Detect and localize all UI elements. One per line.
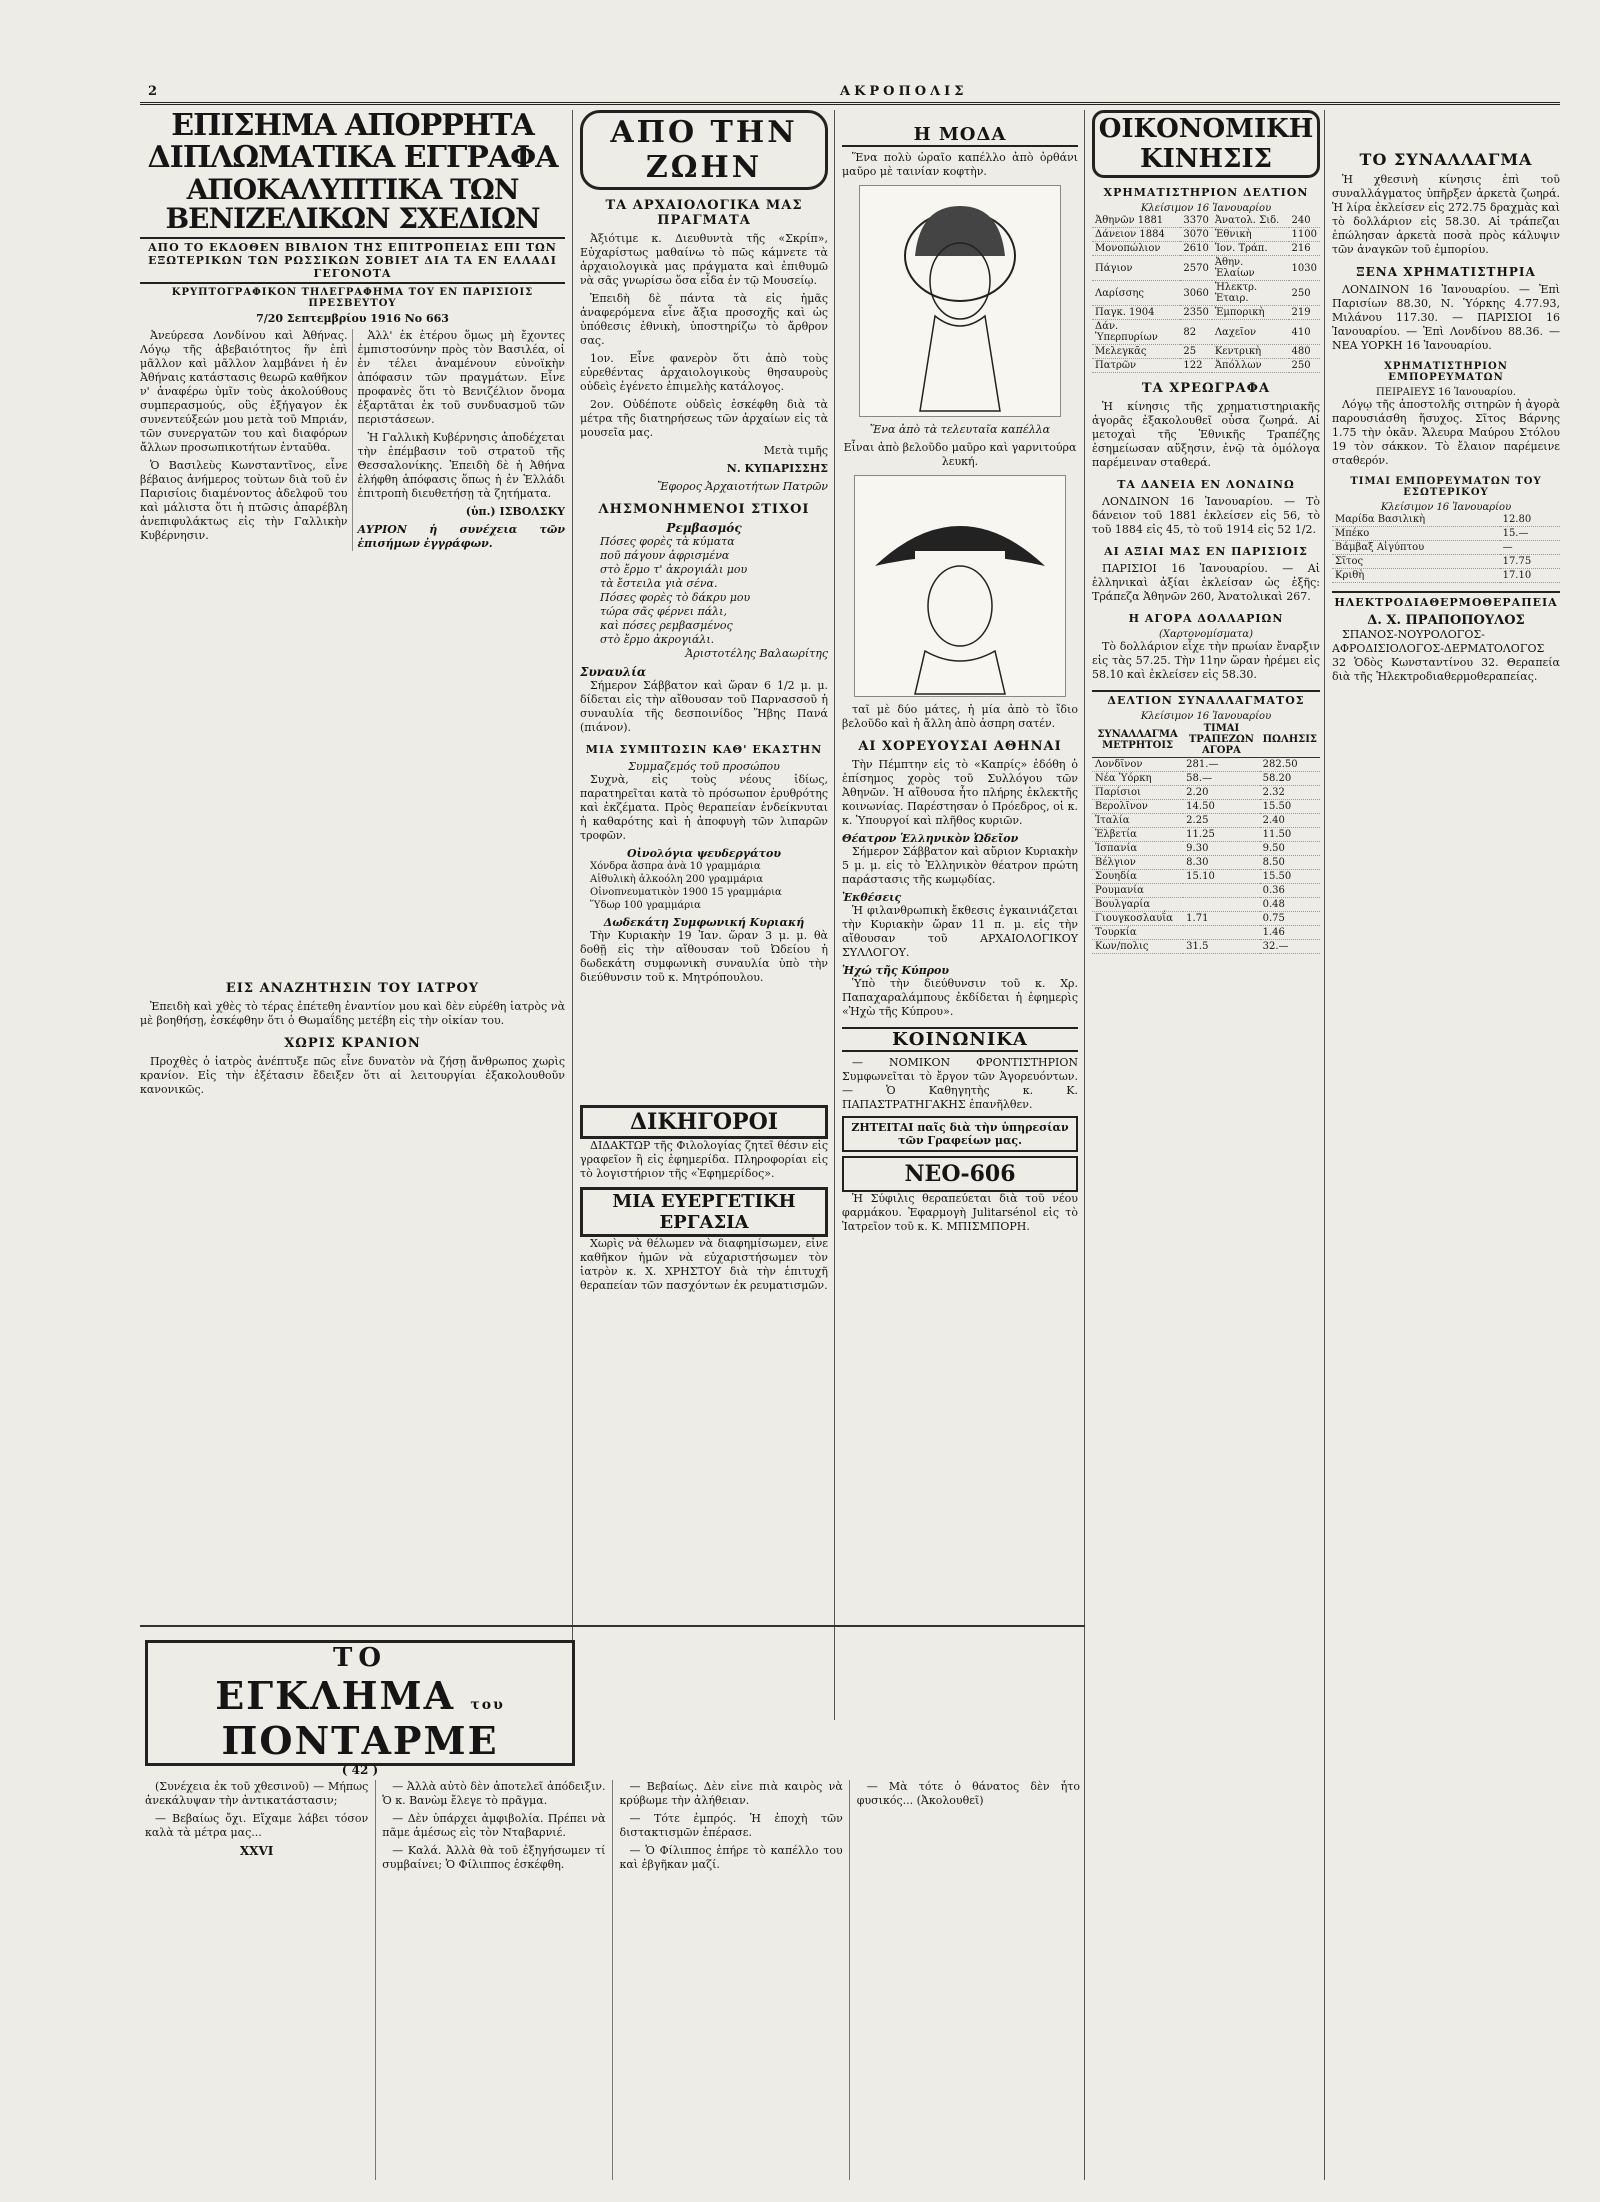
fx-row-cell: Ρουμανία [1092, 884, 1183, 898]
price-row-cell: — [1500, 541, 1560, 555]
price-row-cell: Μπέκο [1332, 527, 1500, 541]
article-paragraph: Ἡ Γαλλικὴ Κυβέρνησις ἀποδέχεται τὴν ἐπέμβασιν τοῦ στρατοῦ τῆς Θεσσαλονίκης. Ἐπειδὴ δὲ ἡ Ἀθήνα ἐλήφθη ἀπόφασις ὅπως ἡ ἐν Ἑλλάδι ἐπιτροπὴ διευθετήσῃ τὰ ζητήματα. [357, 430, 565, 500]
bond-row-cell: Ἰον. Τράπ. [1212, 242, 1289, 256]
column-rule [1324, 110, 1325, 2180]
fx-row [1092, 772, 1320, 786]
fx-row-cell: Ἰσπανία [1092, 842, 1183, 856]
fx-row-cell: Ἰταλία [1092, 814, 1183, 828]
masthead: ΑΚΡΟΠΟΛΙΣ [840, 84, 968, 99]
bond-row-cell: Παγκ. 1904 [1092, 306, 1180, 320]
bond-row-cell: 480 [1289, 345, 1320, 359]
article-continued: ΑΥΡΙΟΝ ἡ συνέχεια τῶν ἐπισήμων ἐγγράφων. [357, 522, 565, 550]
serial-paragraph: — Βεβαίως ὄχι. Εἴχαμε λάβει τόσον καλὰ τὰ μέτρα μας... [145, 1812, 369, 1839]
serial-text [145, 1780, 1080, 2180]
bond-row-cell: Μονοπώλιον [1092, 242, 1180, 256]
fx-row-cell [1183, 898, 1259, 912]
signoff-name: Ν. ΚΥΠΑΡΙΣΣΗΣ [726, 462, 828, 475]
health-subtitle: Συμμαζεμός τοῦ προσώπου [628, 760, 780, 773]
fx-row-cell: 11.50 [1260, 828, 1320, 842]
serial-title-connector: του [470, 1697, 505, 1713]
signoff-label: Μετὰ τιμῆς [763, 444, 828, 457]
charity-ad-text: Χωρὶς νὰ θέλωμεν νὰ διαφημίσωμεν, εἶνε καθῆκον ἡμῶν νὰ εὐχαριστήσωμεν τὸν ἰατρὸν κ. Χ. ΧΡΗΣΤΟΥ διὰ τὴν ἐπιτυχῆ θεραπείαν τῶν πασχόντων ἐκ ρευματισμῶν. [580, 1237, 828, 1292]
poem-body [580, 535, 828, 647]
bond-row-cell: Ἐμπορικὴ [1212, 306, 1289, 320]
fx-row-cell [1183, 926, 1259, 940]
section-rule [140, 1625, 1085, 1627]
fx-row [1092, 842, 1320, 856]
fx-row [1092, 870, 1320, 884]
article-paragraph: Ἀνεύρεσα Λονδίνου καὶ Ἀθήνας. Λόγῳ τῆς ἀβεβαιότητος ἥν ἐπὶ μᾶλλον καὶ μᾶλλον λαμβάνει ἡ ἐν Ἀθήναις κατάστασις θεωρῶ καθῆκον ν' ἀναφέρω ὑμῖν τοὺς ἀκολούθους συμπερασμούς, οὓς ἐξήγαγον ἐκ συνεντεύξεών μου μετὰ τοῦ Μπριάν, τῶν συνεργατῶν του καὶ διαφόρων ἄλλων προσωπικοτήτων ἐνταῦθα. [140, 328, 348, 454]
clinic-text: ΣΠΑΝΟΣ-ΝΟΥΡΟΛΟΓΟΣ-ΑΦΡΟΔΙΣΙΟΛΟΓΟΣ-ΔΕΡΜΑΤΟΛΟΓΟΣ 32 Ὁδὸς Κωνσταντίνου 32. Θεραπεία διὰ τῆς Ἠλεκτροδιαθερμοθεραπείας. [1332, 628, 1560, 683]
fx-table [1092, 722, 1320, 954]
prices-date: Κλείσιμον 16 Ἰανουαρίου [1380, 502, 1512, 513]
price-row-cell: Σῖτος [1332, 555, 1500, 569]
bond-row-cell: 410 [1289, 320, 1320, 345]
bond-row-cell: Μελεγκᾶς [1092, 345, 1180, 359]
bond-row-cell: 122 [1180, 359, 1211, 373]
bond-row-cell: 250 [1289, 281, 1320, 306]
fx-row-cell: 0.48 [1260, 898, 1320, 912]
dateline: ΚΡΥΠΤΟΓΡΑΦΙΚΟΝ ΤΗΛΕΓΡΑΦΗΜΑ ΤΟΥ ΕΝ ΠΑΡΙΣΙΟΙΣ ΠΡΕΣΒΕΥΤΟΥ [171, 286, 534, 309]
fx-row-cell: Βουλγαρία [1092, 898, 1183, 912]
poem-author: Ἀριστοτέλης Βαλαωρίτης [685, 647, 828, 660]
dollar-title: Η ΑΓΟΡΑ ΔΟΛΛΑΡΙΩΝ [1128, 612, 1284, 625]
bonds-table [1092, 214, 1320, 373]
serial-paragraph: (Συνέχεια ἐκ τοῦ χθεσινοῦ) — Μήπως ἀνεκάλυψαν τὴν ἀντικατάστασιν; [145, 1780, 369, 1807]
fx-row [1092, 758, 1320, 772]
price-row [1332, 541, 1560, 555]
fx-row-cell: 9.30 [1183, 842, 1259, 856]
signoff-role: Ἔφορος Ἀρχαιοτήτων Πατρῶν [657, 480, 828, 493]
social-title: ΚΟΙΝΩΝΙΚΑ [842, 1027, 1078, 1052]
serial-paragraph: — Μὰ τότε ὁ θάνατος δὲν ἦτο φυσικός... (Ἀκολουθεῖ) [856, 1780, 1080, 1807]
bond-row-cell: 2350 [1180, 306, 1211, 320]
fx-row-cell: 58.20 [1260, 772, 1320, 786]
fashion-title: Η ΜΟΔΑ [842, 124, 1078, 147]
bonds-title: ΧΡΗΜΑΤΙΣΤΗΡΙΟΝ ΔΕΛΤΙΟΝ [1103, 186, 1309, 199]
serial-title-top: ΤΟ [333, 1643, 387, 1673]
lawyers-ad-text: ΔΙΔΑΚΤΩΡ τῆς Φιλολογίας ζητεῖ θέσιν εἰς γραφεῖον ἢ εἰς ἐφημερίδα. Πληροφορίαι εἰς τὸ λογιστήριον τῆς «Ἐφημερίδος». [580, 1139, 828, 1180]
theater-title: Θέατρον Ἑλληνικὸν Ὠδεῖον [842, 832, 1019, 845]
fx-row [1092, 940, 1320, 954]
paris-text: ΠΑΡΙΣΙΟΙ 16 Ἰανουαρίου. — Αἱ ἑλληνικαὶ ἀξίαι ἐκλείσαν ὡς ἑξῆς: Τράπεζα Ἀθηνῶν 260, Ἀνατολικαὶ 267. [1092, 562, 1320, 603]
bond-row-cell: 3060 [1180, 281, 1211, 306]
bond-row [1092, 306, 1320, 320]
poem-line: τώρα σᾶς φέρνει πάλι, [600, 605, 727, 618]
fx-row-cell: 281.— [1183, 758, 1259, 772]
fx-row-cell: 15.50 [1260, 870, 1320, 884]
column-rule [834, 110, 835, 1720]
bond-row [1092, 242, 1320, 256]
poem-title: Ρεμβασμός [666, 521, 742, 535]
fx-row [1092, 814, 1320, 828]
fx-row-cell: Λονδῖνον [1092, 758, 1183, 772]
fx-row-cell: 14.50 [1183, 800, 1259, 814]
column-rule [572, 110, 573, 1720]
bond-row-cell: 219 [1289, 306, 1320, 320]
bond-row [1092, 345, 1320, 359]
serial-title-word: ΕΓΚΛΗΜΑ [215, 1673, 456, 1718]
bond-row-cell: 3070 [1180, 228, 1211, 242]
theater-text: Σήμερον Σάββατον καὶ αὔριον Κυριακὴν 5 μ. μ. εἰς τὸ Ἑλληνικὸν θέατρον πρώτη παράστασις τῆς κωμῳδίας. [842, 845, 1078, 886]
archaeology-paragraph: 1ον. Εἶνε φανερὸν ὅτι ἀπὸ τοὺς εὑρεθέντας ἀρχαιολογικοὺς θησαυροὺς οὐδεὶς ἐγένετο ἐπιμελὴς κατάλογος. [580, 352, 828, 393]
bond-row [1092, 359, 1320, 373]
serial-paragraph: — Ἀλλὰ αὐτὸ δὲν ἀποτελεῖ ἀπόδειξιν. Ὁ κ. Βανὼμ ἔλεγε τὸ πρᾶγμα. [382, 1780, 606, 1807]
serial-paragraph: — Καλά. Ἀλλὰ θὰ τοῦ ἐξηγήσωμεν τί συμβαίνει; Ὁ Φίλιππος ἐσκέφθη. [382, 1844, 606, 1871]
fx-row-cell: 2.32 [1260, 786, 1320, 800]
price-row-cell: Βάμβαξ Αἰγύπτου [1332, 541, 1500, 555]
bond-row-cell: 3370 [1180, 214, 1211, 228]
wanted-ad: ΖΗΤΕΙΤΑΙ παῖς διὰ τὴν ὑπηρεσίαν τῶν Γραφείων μας. [842, 1116, 1078, 1152]
fx-row-cell: 2.40 [1260, 814, 1320, 828]
price-row [1332, 569, 1560, 583]
loans-title: ΤΑ ΔΑΝΕΙΑ ΕΝ ΛΟΝΔΙΝΩ [1117, 478, 1295, 491]
bond-row-cell: 1030 [1289, 256, 1320, 281]
concert-text: Σήμερον Σάββατον καὶ ὥραν 6 1/2 μ. μ. δίδεται εἰς τὴν αἴθουσαν τοῦ Παρνασσοῦ ἡ συναυλία τῆς δεσποινίδος Ἥβης Πανά (πιάνον). [580, 679, 828, 734]
recipe-line: Χόνδρα ἄσπρα ἀνὰ 10 γραμμάρια [590, 861, 761, 872]
fx-row-cell: 2.20 [1183, 786, 1259, 800]
fx-row-cell: Βερολῖνον [1092, 800, 1183, 814]
archaeology-paragraph: Ἀξιότιμε κ. Διευθυντὰ τῆς «Σκρίπ», Εὐχαρίστως μαθαίνω τὸ πῶς κάμνετε τὰ ἀρχαιολογικὰ μας πράγματα καὶ ἐπιθυμῶ νὰ σᾶς γνωρίσω ὅσα εἶδα ἐν τῷ Μουσείῳ. [580, 232, 828, 287]
fx-row-cell: 1.71 [1183, 912, 1259, 926]
fx-row-cell: 8.50 [1260, 856, 1320, 870]
bond-row-cell: 1100 [1289, 228, 1320, 242]
clinic-doctor: Δ. Χ. ΠΡΑΠΟΠΟΥΛΟΣ [1367, 613, 1525, 628]
serial-title-word-2: ΠΟΝΤΑΡΜΕ [221, 1718, 499, 1763]
fx-row-cell: Βέλγιον [1092, 856, 1183, 870]
fx-header: ΤΙΜΑΙ ΤΡΑΠΕΖΩΝ ΑΓΟΡΑ [1183, 722, 1259, 758]
serial-banner [145, 1640, 575, 1777]
fx-row [1092, 898, 1320, 912]
fx-row-cell: 2.25 [1183, 814, 1259, 828]
fx-row-cell: 32.— [1260, 940, 1320, 954]
fx-row-cell: 0.75 [1260, 912, 1320, 926]
commodities-title: ΧΡΗΜΑΤΙΣΤΗΡΙΟΝ ΕΜΠΟΡΕΥΜΑΤΩΝ [1384, 361, 1508, 383]
bond-row-cell: Κεντρικὴ [1212, 345, 1289, 359]
poem-line: στὸ ἔρμο ἀκρογιάλι. [600, 633, 715, 646]
bond-row-cell: Ἀθην. Ἐλαίων [1212, 256, 1289, 281]
neo606-title: ΝΕΟ-606 [842, 1156, 1078, 1192]
bond-row-cell: Πατρῶν [1092, 359, 1180, 373]
fx-row-cell: 282.50 [1260, 758, 1320, 772]
archaeology-paragraph: Ἐπειδὴ δὲ πάντα τὰ εἰς ἡμᾶς ἀναφερόμενα εἶνε ἄξια προσοχῆς καὶ ὡς ὑπόθεσις ἐθνικὴ, ὑποστηρίζω τὸ ἄρθρον σας. [580, 292, 828, 347]
fx-row-cell: Ἑλβετία [1092, 828, 1183, 842]
doctor-text-2: Προχθὲς ὁ ἰατρὸς ἀνέπτυξε πῶς εἶνε δυνατὸν νὰ ζήσῃ ἄνθρωπος χωρὶς κρανίον. Εἰς τὴν ἐξέτασιν ἔδειξεν ὅτι αἱ λειτουργίαι ἐξακολουθοῦν κανονικῶς. [140, 1054, 565, 1096]
serial-paragraph: — Δὲν ὑπάρχει ἀμφιβολία. Πρέπει νὰ πᾶμε ἀμέσως εἰς τὸν Νταβαρνιέ. [382, 1812, 606, 1839]
headline-primary: ΕΠΙΣΗΜΑ ΑΠΟΡΡΗΤΑ ΔΙΠΛΩΜΑΤΙΚΑ ΕΓΓΡΑΦΑ [147, 110, 558, 175]
concert-title: Συναυλία [580, 665, 647, 679]
page-number: 2 [148, 84, 158, 99]
fx-row [1092, 926, 1320, 940]
fx-row-cell: Κων/πολις [1092, 940, 1183, 954]
price-row-cell: Μαρίδα Βασιλικὴ [1332, 513, 1500, 527]
poem-line: ποῦ πάγουν ἀφρισμένα [600, 549, 730, 562]
life-banner: ΑΠΟ ΤΗΝ ΖΩΗΝ [580, 110, 828, 190]
loans-text: ΛΟΝΔΙΝΟΝ 16 Ἰανουαρίου. — Τὸ δάνειον τοῦ 1881 ἐκλείσεν εἰς 56, τὸ τοῦ 1884 εἰς 45, τὸ τοῦ 1914 εἰς 52 1/2. [1092, 495, 1320, 536]
bond-row-cell: Δάν. Ὑπερπυρίων [1092, 320, 1180, 345]
dance-title: ΑΙ ΧΟΡΕΥΟΥΣΑΙ ΑΘΗΝΑΙ [858, 739, 1062, 754]
social-text: — ΝΟΜΙΚΟΝ ΦΡΟΝΤΙΣΤΗΡΙΟΝ Συμφωνεῖται τὸ ἔργον τῶν Ἀγορευόντων. — Ὁ Καθηγητὴς κ. Κ. ΠΑΠΑΣΤΡΑΤΗΓΑΚΗΣ ἐπανῆλθεν. [842, 1056, 1078, 1111]
fx-row-cell: 11.25 [1183, 828, 1259, 842]
serial-title-main [148, 1673, 572, 1763]
commodities-date: ΠΕΙΡΑΙΕΥΣ 16 Ἰανουαρίου. [1376, 387, 1516, 398]
health-title: ΜΙΑ ΣΥΜΠΤΩΣΙΝ ΚΑΘ' ΕΚΑΣΤΗΝ [585, 743, 823, 756]
foreign-text: ΛΟΝΔΙΝΟΝ 16 Ἰανουαρίου. — Ἐπὶ Παρισίων 88.30, Ν. Ὑόρκης 4.77.93, Μιλάνου 117.30. — ΠΑΡΙΣΙΟΙ 16 Ἰανουαρίου. — Ἐπὶ Λονδίνου 88.36. — ΝΕΑ ΥΟΡΚΗ 16 Ἰανουαρίου. [1332, 283, 1560, 352]
fx-row [1092, 856, 1320, 870]
fx-row [1092, 786, 1320, 800]
fx-row [1092, 884, 1320, 898]
serial-chapter: XXVI [239, 1844, 274, 1858]
bond-row-cell: 2570 [1180, 256, 1211, 281]
price-row-cell: 17.75 [1500, 555, 1560, 569]
bond-row-cell: Ἀθηνῶν 1881 [1092, 214, 1180, 228]
fashion-illustration [859, 185, 1061, 417]
fx-title: ΔΕΛΤΙΟΝ ΣΥΝΑΛΛΑΓΜΑΤΟΣ [1092, 690, 1320, 707]
archaeology-paragraph: 2ον. Οὐδέποτε οὐδεὶς ἐσκέφθη διὰ τὰ μέτρα τῆς διατηρήσεως τῶν ἀρχαίων εἰς τὰ μουσεῖα μας. [580, 398, 828, 439]
price-row-cell: 12.80 [1500, 513, 1560, 527]
fashion-text: Ἕνα πολὺ ὡραῖο καπέλλο ἀπὸ ὀρθάνι μαῦρο μὲ ταινίαν κοφτὴν. [842, 151, 1078, 178]
fashion-text-2: ταῖ μὲ δύο μάτες, ἡ μία ἀπὸ τὸ ἴδιο βελοῦδο καὶ ἡ ἄλλη ἀπὸ ἀσπρη σατέν. [842, 703, 1078, 730]
exchange-title: ΤΟ ΣΥΝΑΛΛΑΓΜΑ [1359, 150, 1533, 169]
fx-row-cell: 31.5 [1183, 940, 1259, 954]
society-column [842, 110, 1078, 1620]
serial-title-box [145, 1640, 575, 1777]
fashion-caption: Ἕνα ἀπὸ τὰ τελευταῖα καπέλλα [869, 423, 1051, 436]
bond-row [1092, 281, 1320, 306]
fx-row-cell: 0.36 [1260, 884, 1320, 898]
fx-row-cell: Νέα Ὑόρκη [1092, 772, 1183, 786]
recipe-list [580, 860, 828, 912]
paris-title: ΑΙ ΑΞΙΑΙ ΜΑΣ ΕΝ ΠΑΡΙΣΙΟΙΣ [1104, 545, 1308, 558]
foreign-title: ΞΕΝΑ ΧΡΗΜΑΤΙΣΤΗΡΙΑ [1356, 265, 1536, 279]
column-rule [1084, 110, 1085, 2180]
bond-row-cell: Λαχεῖον [1212, 320, 1289, 345]
trading-text: Ἡ κίνησις τῆς χρηματιστηριακῆς ἀγορᾶς ἐξακολουθεῖ οὖσα ζωηρά. Αἱ μετοχαὶ τῆς Ἐθνικῆς Τραπέζης ἐσημείωσαν αὔξησιν, ἐνῷ τὰ ὁμόλογα παρέμειναν σταθερά. [1092, 400, 1320, 469]
bond-row-cell: Δάνειον 1884 [1092, 228, 1180, 242]
bond-row-cell: 2610 [1180, 242, 1211, 256]
cyprus-title: Ἡχώ τῆς Κύπρου [842, 964, 950, 977]
recipe-line: Αἰθυλικὴ ἀλκοόλη 200 γραμμάρια [590, 874, 763, 885]
fx-row-cell: 1.46 [1260, 926, 1320, 940]
fx-row-cell: 8.30 [1183, 856, 1259, 870]
fx-row-cell: 15.10 [1183, 870, 1259, 884]
bond-row [1092, 320, 1320, 345]
trading-title: ΤΑ ΧΡΕΩΓΡΑΦΑ [1141, 381, 1271, 396]
poem-line: Πόσες φορὲς τὰ κύματα [600, 535, 735, 548]
subheadline: ΑΠΟ ΤΟ ΕΚΔΟΘΕΝ ΒΙΒΛΙΟΝ ΤΗΣ ΕΠΙΤΡΟΠΕΙΑΣ ΕΠΙ ΤΩΝ ΕΞΩΤΕΡΙΚΩΝ ΤΩΝ ΡΩΣΣΙΚΩΝ ΣΟΒΙΕΤ ΔΙΑ ΤΑ ΕΝ ΕΛΛΑΔΙ ΓΕΓΟΝΟΤΑ [140, 237, 565, 284]
serial-paragraph: — Τότε ἐμπρός. Ἡ ἐποχὴ τῶν διστακτισμῶν ἐπέρασε. [619, 1812, 843, 1839]
fx-row [1092, 912, 1320, 926]
poem-line: στὸ ἔρμο τ' ἀκρογιάλι μου [600, 563, 748, 576]
archaeology-title: ΤΑ ΑΡΧΑΙΟΛΟΓΙΚΑ ΜΑΣ ΠΡΑΓΜΑΤΑ [605, 198, 803, 228]
recipe-line: Ὕδωρ 100 γραμμάρια [590, 900, 701, 911]
doctor-subtitle: ΧΩΡΙΣ ΚΡΑΝΙΟΝ [284, 1035, 421, 1051]
doctor-title: ΕΙΣ ΑΝΑΖΗΤΗΣΙΝ ΤΟΥ ΙΑΤΡΟΥ [225, 980, 480, 996]
bond-row [1092, 256, 1320, 281]
article-date: 7/20 Σεπτεμβρίου 1916 Νο 663 [256, 311, 449, 325]
bond-row-cell: Λαρίσσης [1092, 281, 1180, 306]
fx-row [1092, 800, 1320, 814]
prices-table [1332, 513, 1560, 583]
fx-header: ΠΩΛΗΣΙΣ [1260, 722, 1320, 758]
bond-row-cell: 250 [1289, 359, 1320, 373]
neo606-text: Ἡ Σύφιλις θεραπεύεται διὰ τοῦ νέου φαρμάκου. Ἐφαρμογὴ Julitarsénol εἰς τὸ Ἰατρεῖον τοῦ κ. Κ. ΜΠΙΣΜΠΟΡΗ. [842, 1192, 1078, 1233]
fx-row-cell: 15.50 [1260, 800, 1320, 814]
poem-section-title: ΛΗΣΜΟΝΗΜΕΝΟΙ ΣΤΙΧΟΙ [598, 502, 810, 517]
bond-row-cell: 240 [1289, 214, 1320, 228]
exchange-column [1332, 110, 1560, 2170]
exhibition-title: Ἐκθέσεις [842, 891, 902, 904]
poem-line: τὰ ἔστειλα γιὰ σένα. [600, 577, 718, 590]
exhibition-text: Ἡ φιλανθρωπικὴ ἔκθεσις ἐγκαινιάζεται τὴν Κυριακὴν ὥραν 11 π. μ. εἰς τὴν αἴθουσαν τοῦ ΑΡΧΑΙΟΛΟΓΙΚΟΥ ΣΥΛΛΟΓΟΥ. [842, 904, 1078, 959]
serial-paragraph: — Βεβαίως. Δὲν εἶνε πιὰ καιρὸς νὰ κρύβωμε τὴν ἀλήθειαν. [619, 1780, 843, 1807]
price-row-cell: 17.10 [1500, 569, 1560, 583]
woman-portrait-icon [860, 186, 1060, 416]
bond-row-cell: Ἀνατολ. Σιδ. [1212, 214, 1289, 228]
lawyers-ad-title: ΔΙΚΗΓΟΡΟΙ [580, 1105, 828, 1139]
fx-row-cell: 9.50 [1260, 842, 1320, 856]
poem-line: Πόσες φορὲς τὸ δάκρυ μου [600, 591, 751, 604]
finance-column [1092, 110, 1320, 2170]
ads-block [580, 1105, 828, 1620]
front-article [140, 110, 565, 1620]
price-row [1332, 513, 1560, 527]
price-row-cell: 15.— [1500, 527, 1560, 541]
fx-row-cell: Τουρκία [1092, 926, 1183, 940]
serial-episode: ( 42 ) [341, 1763, 379, 1777]
fx-row-cell [1183, 884, 1259, 898]
exchange-text: Ἡ χθεσινὴ κίνησις ἐπὶ τοῦ συναλλάγματος ὑπῆρξεν ἀρκετὰ ζωηρά. Ἡ λίρα ἐκλείσεν εἰς 272.75 δραχμὰς καὶ τὸ δολλάριον εἰς 58.30. Αἱ τράπεζαι ἐπώλησαν ἀρκετὰ ποσὰ πρὸς κάλυψιν τῶν ἀναγκῶν τοῦ ἐμπορίου. [1332, 173, 1560, 256]
recipe-line: Οἰνοπνευματικὸν 1900 15 γραμμάρια [590, 887, 782, 898]
dance-text: Τὴν Πέμπτην εἰς τὸ «Καπρίς» ἐδόθη ὁ ἐπίσημος χορὸς τοῦ Συλλόγου τῶν Ἀθηνῶν. Ἡ αἴθουσα ἦτο πλήρης ἐκλεκτῆς κοινωνίας. Παρέστησαν ὁ Πρόεδρος, οἱ κ. κ. Ὑπουργοί καὶ πλῆθος κυριῶν. [842, 758, 1078, 827]
fx-row-cell: 58.— [1183, 772, 1259, 786]
bond-row-cell: Ἠλεκτρ. Ἑταιρ. [1212, 281, 1289, 306]
article-paragraph: Ἀλλ' ἐκ ἑτέρου ὅμως μὴ ἔχοντες ἐμπιστοσύνην πρὸς τὸν Βασιλέα, οἱ ἐν τέλει ἀναμένουν εὐνοϊκὴν ἀπόφασιν τῶν πραγμάτων. Εἶνε προφανὲς ὅτι τὸ Βενιζέλιον ὄνομα ἐξαρτᾶται ἐκ τοῦ συνδυασμοῦ τῶν περιστάσεων. [357, 328, 565, 426]
bond-row-cell: 82 [1180, 320, 1211, 345]
fx-header: ΣΥΝΑΛΛΑΓΜΑ ΜΕΤΡΗΤΟΙΣ [1092, 722, 1183, 758]
symphony-text: Τὴν Κυριακὴν 19 Ἰαν. ὥραν 3 μ. μ. θὰ δοθῇ εἰς τὴν αἴθουσαν τοῦ Ὠδείου ἡ δωδεκάτη συμφωνικὴ συναυλία ὑπὸ τὴν διεύθυνσιν τοῦ κ. Μητρόπουλου. [580, 929, 828, 984]
page-top-bar [140, 84, 1560, 105]
doctor-text: Ἐπειδὴ καὶ χθὲς τὸ τέρας ἐπέτεθη ἐναντίον μου καὶ δὲν εὑρέθη ἰατρὸς νὰ μὲ βοηθήσῃ, ἐσκέφθην ὅτι ὁ Θωμαΐδης μετέβη εἰς τὴν οἰκίαν του. [140, 999, 565, 1027]
price-row [1332, 555, 1560, 569]
recipe-title: Οἰνολόγια ψευδεργάτου [627, 847, 781, 860]
fx-row [1092, 828, 1320, 842]
finance-banner: ΟΙΚΟΝΟΜΙΚΗ ΚΙΝΗΣΙΣ [1092, 110, 1320, 178]
fashion-caption-2: Εἶναι ἀπὸ βελοῦδο μαῦρο καὶ γαρνιτούρα λευκή. [843, 441, 1077, 468]
bond-row-cell: Πάγιον [1092, 256, 1180, 281]
bond-row [1092, 228, 1320, 242]
charity-ad-title: ΜΙΑ ΕΥΕΡΓΕΤΙΚΗ ΕΡΓΑΣΙΑ [580, 1187, 828, 1237]
bond-row-cell: 25 [1180, 345, 1211, 359]
hat-icon [855, 476, 1065, 696]
commodities-text: Λόγῳ τῆς ἀποστολῆς σιτηρῶν ἡ ἀγορὰ παρουσιάσθη ἥσυχος. Σῖτος Βάρνης 1.75 τὴν ὀκᾶν. Ἄλευρα Μαύρου Στόλου 19 τὸν σάκκον. Τὸ ἔλαιον παρέμεινε σταθερόν. [1332, 398, 1560, 467]
article-paragraph: Ὁ Βασιλεὺς Κωνσταντῖνος, εἶνε βέβαιος ἀνήμερος τοὺτων διὰ τοῦ ἐν Παρισίοις διαμένοντος ἀδελφοῦ του καὶ μάλιστα ὅτι ἡ πτῶσις ἀπαρέβλη ἀνεπιφυλάκτως εἰς τὴν Γαλλικὴν Κυβέρνησιν. [140, 458, 348, 542]
cyprus-text: Ὑπὸ τὴν διεύθυνσιν τοῦ κ. Χρ. Παπαχαραλάμπους ἐκδίδεται ἡ ἐφημερὶς «Ἠχὼ τῆς Κύπρου». [842, 977, 1078, 1018]
health-text: Συχνὰ, εἰς τοὺς νέους ἰδίως, παρατηρεῖται κατὰ τὸ πρόσωπον ἐρυθρότης καὶ ἐκζέματα. Πρὸς θεραπείαν ἐνδείκνυται ἡ καθαρότης καὶ ἡ ἀποφυγὴ τῶν λιπαρῶν τροφῶν. [580, 773, 828, 842]
bond-row-cell: 216 [1289, 242, 1320, 256]
price-row [1332, 527, 1560, 541]
bond-row-cell: Ἀπόλλων [1212, 359, 1289, 373]
fx-row-cell: Παρίσιοι [1092, 786, 1183, 800]
headline-secondary: ΑΠΟΚΑΛΥΠΤΙΚΑ ΤΩΝ ΒΕΝΙΖΕΛΙΚΩΝ ΣΧΕΔΙΩΝ [165, 173, 540, 236]
dollar-subtitle: (Χαρτονομίσματα) [1159, 629, 1253, 640]
hat-illustration [854, 475, 1066, 697]
bond-row-cell: Ἐθνικὴ [1212, 228, 1289, 242]
prices-title: ΤΙΜΑΙ ΕΜΠΟΡΕΥΜΑΤΩΝ ΤΟΥ ΕΣΩΤΕΡΙΚΟΥ [1350, 476, 1542, 498]
serial-paragraph: — Ὁ Φίλιππος ἐπήρε τὸ καπέλλο του καὶ ἐβγῆκαν μαζί. [619, 1844, 843, 1871]
bond-row [1092, 214, 1320, 228]
fx-row-cell: Σουηδία [1092, 870, 1183, 884]
price-row-cell: Κριθὴ [1332, 569, 1500, 583]
article-signature: (ὑπ.) ΙΣΒΟΛΣΚΥ [465, 504, 565, 518]
symphony-title: Δωδεκάτη Συμφωνική Κυριακή [603, 916, 805, 929]
poem-line: καὶ πόσες ρεμβασμένος [600, 619, 733, 632]
bonds-date: Κλείσιμον 16 Ἰανουαρίου [1140, 203, 1272, 214]
fx-row-cell: Γιουγκοσλαυΐα [1092, 912, 1183, 926]
fx-date: Κλείσιμον 16 Ἰανουαρίου [1140, 711, 1272, 722]
dollar-text: Τὸ δολλάριον εἶχε τὴν πρωίαν ἔναρξιν εἰς τὰς 57.25. Τὴν 11ην ὥραν ἠρέμει εἰς 58.10 καὶ ἐκλείσεν εἰς 58.30. [1092, 640, 1320, 681]
clinic-title: ΗΛΕΚΤΡΟΔΙΑΘΕΡΜΟΘΕΡΑΠΕΙΑ [1332, 591, 1560, 609]
